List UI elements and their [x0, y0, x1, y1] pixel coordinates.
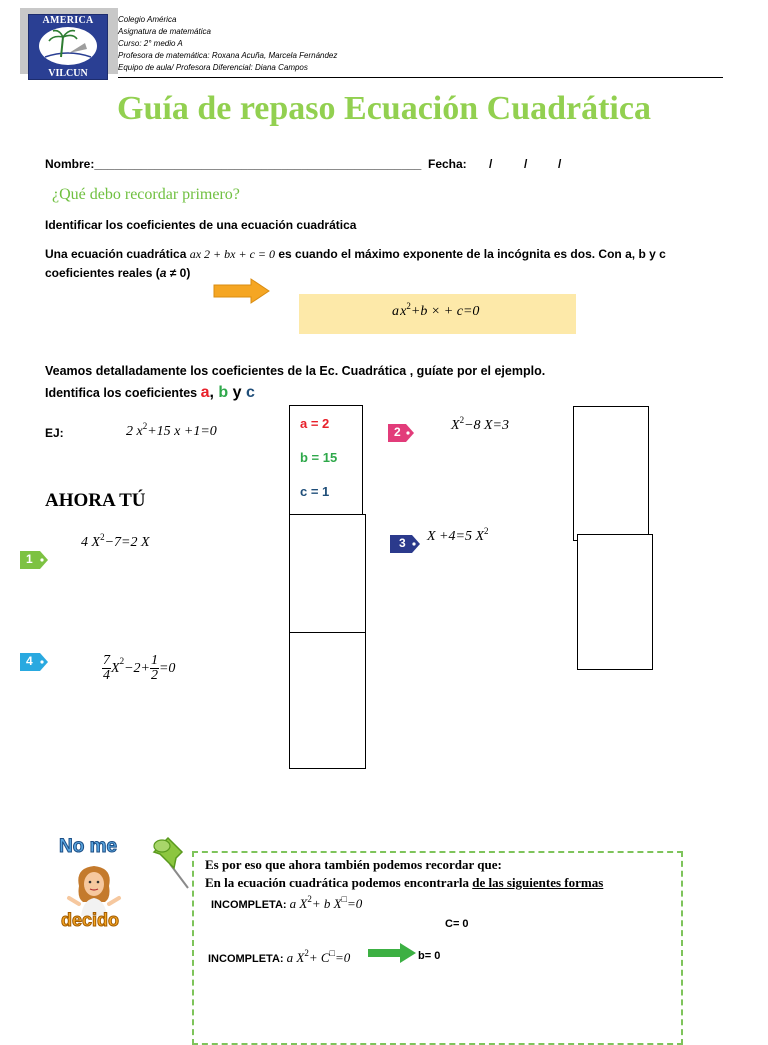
arrow-right-icon [213, 278, 271, 304]
date-slash-3: / [558, 157, 562, 171]
example-eq-post: +15 x +1=0 [147, 424, 217, 439]
exercise4-answer-box[interactable] [289, 632, 366, 769]
girl-avatar-icon [65, 858, 123, 916]
exercise4-d2: 2 [150, 668, 158, 683]
exercise1-answer-box[interactable] [289, 514, 366, 634]
answer-c: c = 1 [300, 484, 330, 499]
exercise4-frac2 [150, 654, 159, 683]
intro-line2-post: ≠ 0) [166, 266, 191, 280]
formula-rest: +b × + c=0 [410, 304, 480, 319]
tag-3-icon [390, 533, 422, 555]
intro-heading: Identificar los coeficientes de una ecuación cuadrática [45, 218, 357, 232]
tag-4-icon [20, 651, 50, 673]
identify-pre: Identifica los coeficientes [45, 386, 201, 400]
incomplete2-pre: a X [286, 950, 305, 965]
school-name: Colegio América [118, 15, 177, 24]
palm-icon [39, 27, 97, 65]
answer-a: a = 2 [300, 416, 330, 431]
incomplete1-post: =0 [346, 896, 363, 911]
exercise2-exp: 2 [459, 415, 465, 425]
general-formula [392, 301, 479, 320]
identify-sep1: , [209, 384, 219, 401]
school-logo [28, 14, 108, 80]
example-eq-pre: 2 x [126, 424, 143, 439]
course: Curso: 2° medio A [118, 39, 183, 48]
header-info [118, 14, 337, 74]
formula-a: a [392, 304, 399, 319]
incomplete2-label: INCOMPLETA: [208, 953, 287, 965]
c-zero-label: C= 0 [445, 918, 469, 930]
incomplete1-exp: 2 [307, 894, 312, 904]
logo-emblem [39, 27, 97, 65]
example-answer-box [289, 405, 363, 515]
logo-bottom-text: VILCUN [48, 68, 88, 79]
note-line1: Es por eso que ahora también podemos recordar que: [205, 857, 502, 872]
coef-c: c [245, 384, 255, 401]
exercise2-number: 2 [394, 425, 401, 439]
tag-2-icon [388, 422, 418, 444]
page-title: Guía de repaso Ecuación Cuadrática [117, 90, 651, 127]
incomplete1-exp2: □ [341, 894, 347, 904]
no-me-decido-sticker [55, 836, 135, 932]
identify-sep2: y [228, 384, 246, 401]
tag-1-icon [20, 549, 50, 571]
green-arrow-icon [368, 943, 418, 963]
date-label: Fecha: [428, 157, 467, 171]
exercise3-equation [427, 526, 489, 545]
example-equation [126, 421, 217, 440]
identify-line [45, 384, 255, 402]
answer-b: b = 15 [300, 450, 338, 465]
incomplete2-post: =0 [334, 950, 351, 965]
intro-formula: ax 2 + bx + c = 0 [189, 247, 276, 261]
intro-line2-pre: coeficientes reales ( [45, 266, 160, 280]
sticker-line1: No me [59, 836, 118, 857]
exercise4-mid: X [111, 660, 120, 676]
exercise4-d1: 4 [103, 668, 110, 683]
exercise3-exp: 2 [484, 526, 489, 536]
exercise2-post: −8 X=3 [464, 418, 510, 433]
date-slash-2: / [524, 157, 528, 171]
intro-line-1 [45, 247, 666, 262]
subject: Asignatura de matemática [118, 27, 211, 36]
exercise4-exp: 2 [119, 656, 125, 666]
incomplete-form-1 [211, 894, 362, 912]
exercise1-post: −7=2 X [104, 535, 150, 550]
header-rule [118, 77, 723, 78]
coef-b: b [218, 384, 229, 401]
exercise4-post1: −2+ [124, 660, 150, 676]
incomplete1-label: INCOMPLETA: [211, 899, 290, 911]
note-line2 [205, 875, 603, 891]
exercise1-pre: 4 X [81, 535, 101, 550]
logo-top-text: AMERICA [42, 15, 94, 26]
section-question: ¿Qué debo recordar primero? [52, 186, 240, 203]
exercise1-tag [20, 549, 50, 571]
example-eq-exp: 2 [142, 421, 148, 431]
formula-x: x [400, 304, 407, 319]
incomplete2-mid: + C [308, 950, 330, 965]
exercise2-tag [388, 422, 418, 444]
exercise4-number: 4 [26, 654, 33, 668]
note-line2-pre: En la ecuación cuadrática podemos encontrarla [205, 875, 473, 890]
detail-text: Veamos detalladamente los coeficientes de la Ec. Cuadrática , guíate por el ejemplo. [45, 364, 546, 378]
exercise3-pre: X +4=5 X [427, 529, 484, 544]
exercise2-answer-box[interactable] [573, 406, 649, 541]
exercise4-post2: =0 [158, 660, 176, 676]
exercise2-pre: X [451, 418, 460, 433]
exercise4-n1: 7 [103, 653, 110, 668]
teachers: Profesora de matemática: Roxana Acuña, Marcela Fernández [118, 51, 338, 60]
example-label: EJ: [45, 426, 64, 440]
intro-line-2 [45, 266, 190, 280]
ahora-tu-heading: AHORA TÚ [45, 490, 146, 511]
incomplete2-exp2: □ [329, 948, 335, 958]
intro-cond-var: a [159, 266, 167, 280]
coef-a: a [200, 384, 210, 401]
intro-part2: es cuando el máximo exponente de la incógnita es dos. Con a, b y c [275, 247, 666, 261]
formula-exp: 2 [406, 301, 411, 311]
exercise4-n2: 1 [150, 653, 158, 668]
exercise4-frac1 [102, 654, 111, 683]
intro-part1: Una ecuación cuadrática [45, 247, 190, 261]
exercise1-equation [81, 532, 150, 551]
date-slash-1: / [489, 157, 493, 171]
incomplete-form-2 [208, 948, 350, 966]
incomplete1-pre: a X [289, 896, 308, 911]
exercise4-equation [102, 654, 175, 683]
incomplete1-mid: + b X [311, 896, 342, 911]
sticker-line2: decido [61, 910, 120, 930]
exercise1-number: 1 [26, 552, 33, 566]
name-field[interactable]: Nombre:_________________________________________________ [45, 157, 422, 171]
exercise2-equation [451, 415, 509, 434]
exercise1-exp: 2 [100, 532, 105, 542]
pushpin-icon [148, 834, 194, 890]
b-zero-label: b= 0 [418, 950, 441, 962]
team: Equipo de aula/ Profesora Diferencial: Diana Campos [118, 63, 308, 72]
exercise4-tag [20, 651, 50, 673]
exercise3-number: 3 [399, 536, 406, 550]
incomplete2-exp: 2 [304, 948, 309, 958]
exercise3-tag [390, 533, 420, 555]
exercise3-answer-box[interactable] [577, 534, 653, 670]
note-line2-underlined: de las siguientes formas [472, 875, 604, 890]
